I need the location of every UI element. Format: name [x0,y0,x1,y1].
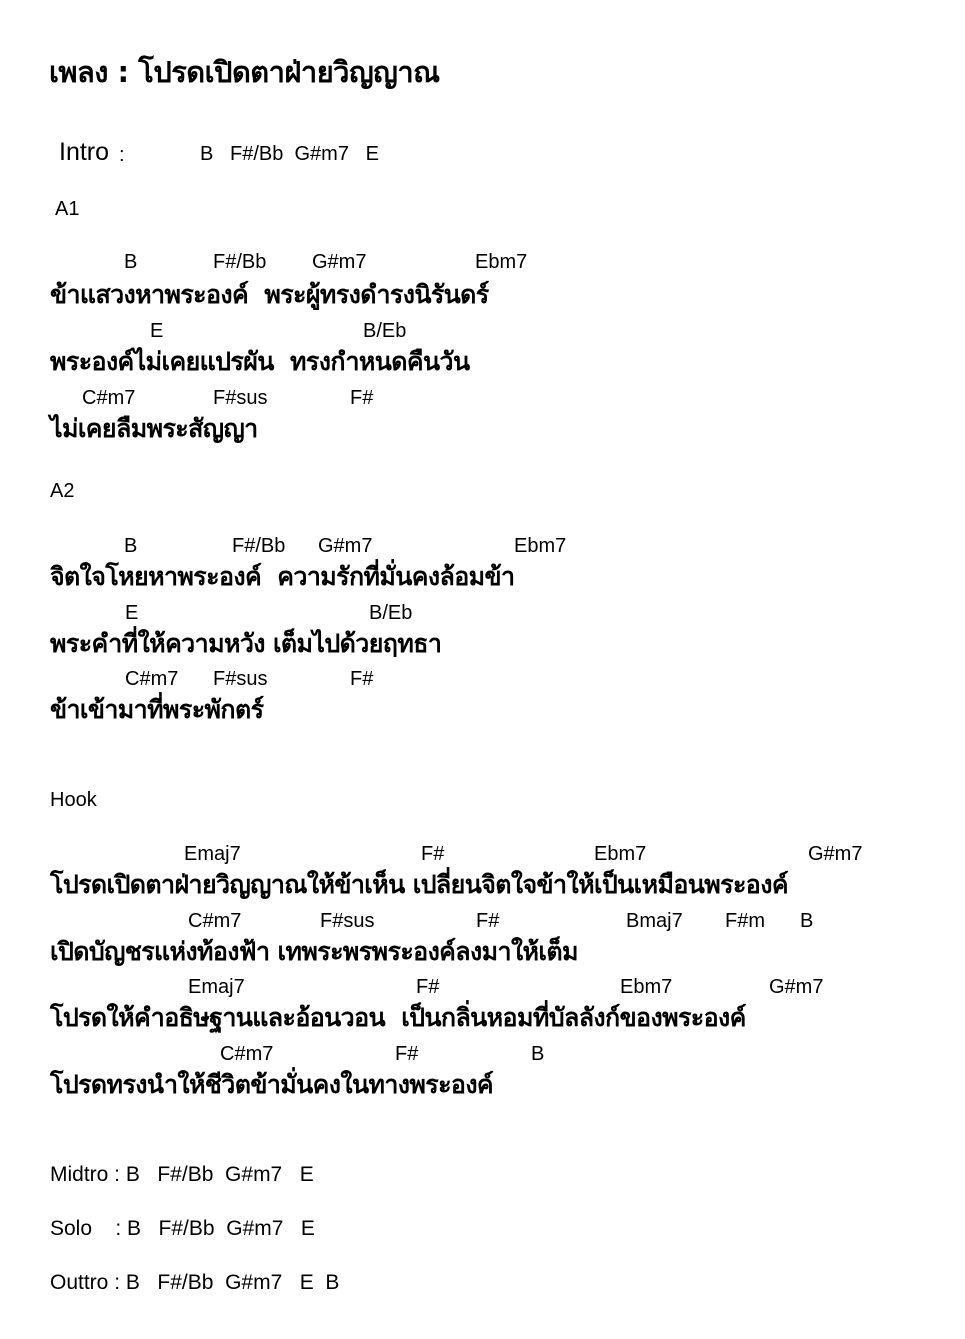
chord: F# [395,1043,419,1065]
chord: Emaj7 [188,976,245,998]
chord: F# [416,976,440,998]
chord: F# [421,843,445,865]
chord: F# [350,668,374,690]
chord: Emaj7 [184,843,241,865]
lyric-line: โปรดให้คำอธิษฐานและอ้อนวอน เป็นกลิ่นหอมที่บัลลังก์ของพระองค์ [50,1003,746,1032]
lyric-line: เปิดบัญชรแห่งท้องฟ้า เทพระพรพระองค์ลงมาให้เต็ม [50,937,578,966]
chord: F#sus [320,910,375,932]
intro-chords: B F#/Bb G#m7 E [200,143,379,165]
chord: Ebm7 [475,251,528,273]
chord: C#m7 [220,1043,274,1065]
chord: G#m7 [318,535,373,557]
chord: F# [350,387,374,409]
chord: B/Eb [363,320,407,342]
chord: B [124,535,138,557]
chord: B/Eb [369,602,413,624]
chord: G#m7 [769,976,824,998]
chord: B [800,910,814,932]
section-label-a2: A2 [50,480,75,502]
chord: B [124,251,138,273]
lyric-line: จิตใจโหยหาพระองค์ ความรักที่มั่นคงล้อมข้า [50,562,515,591]
chord: C#m7 [125,668,179,690]
lyric-line: โปรดเปิดตาฝ่ายวิญญาณให้ข้าเห็น เปลี่ยนจิตใจข้าให้เป็นเหมือนพระองค์ [50,870,788,899]
chord: F#/Bb [232,535,286,557]
chord: Ebm7 [514,535,567,557]
lyric-line: พระองค์ไม่เคยแปรผัน ทรงกำหนดคืนวัน [50,347,470,376]
song-title: เพลง : โปรดเปิดตาฝ่ายวิญญาณ [49,55,440,89]
lyric-line: โปรดทรงนำให้ชีวิตข้ามั่นคงในทางพระองค์ [50,1070,494,1099]
solo-line: Solo : B F#/Bb G#m7 E [50,1217,315,1240]
chord: F#/Bb [213,251,267,273]
chord: C#m7 [188,910,242,932]
chord: Ebm7 [620,976,673,998]
chord: F# [476,910,500,932]
lyric-line: พระคำที่ให้ความหวัง เต็มไปด้วยฤทธา [50,629,442,658]
lyric-line: ข้าเข้ามาที่พระพักตร์ [50,695,264,724]
chord: E [150,320,164,342]
section-label-hook: Hook [50,789,97,811]
outtro-line: Outtro : B F#/Bb G#m7 E B [50,1271,340,1294]
section-label-a1: A1 [55,198,80,220]
chord: F#m [725,910,765,932]
chord: Ebm7 [594,843,647,865]
midtro-line: Midtro : B F#/Bb G#m7 E [50,1163,314,1186]
chord: F#sus [213,387,268,409]
chord: B [531,1043,545,1065]
intro-label: Intro [59,138,110,166]
chord: G#m7 [312,251,367,273]
lyric-line: ข้าแสวงหาพระองค์ พระผู้ทรงดำรงนิรันดร์ [50,280,489,309]
chord: E [125,602,139,624]
lyric-line: ไม่เคยลืมพระสัญญา [50,414,258,443]
chord: G#m7 [808,843,863,865]
chord: Bmaj7 [626,910,683,932]
chord: F#sus [213,668,268,690]
chord: C#m7 [82,387,136,409]
intro-colon: : [119,144,125,166]
